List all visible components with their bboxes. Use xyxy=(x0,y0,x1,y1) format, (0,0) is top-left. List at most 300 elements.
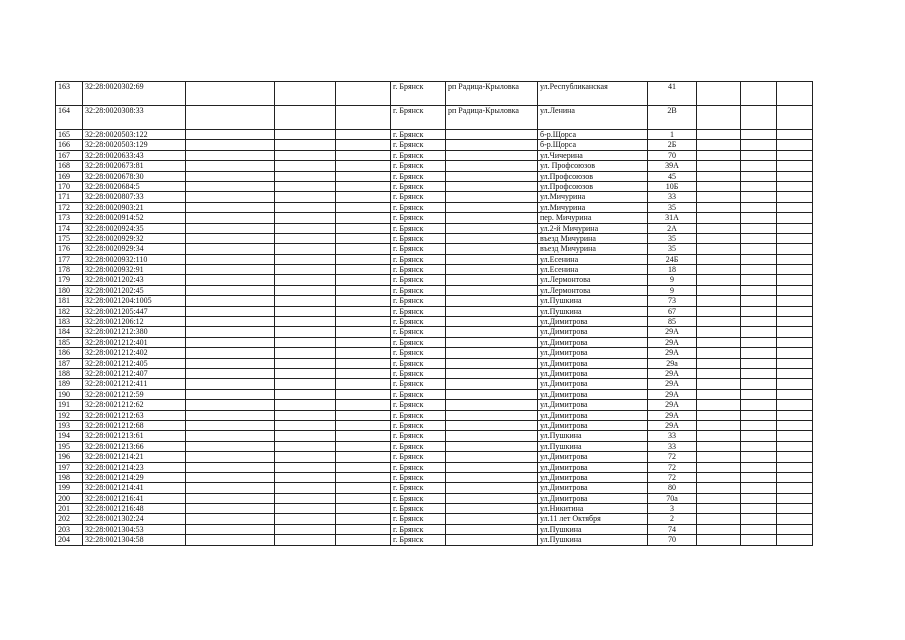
row-number: 164 xyxy=(56,106,83,130)
empty-cell xyxy=(186,233,275,243)
empty-cell xyxy=(697,306,741,316)
row-number: 197 xyxy=(56,462,83,472)
cadastral-number: 32:28:0020932:110 xyxy=(83,254,186,264)
empty-cell xyxy=(336,150,391,160)
empty-cell xyxy=(697,472,741,482)
empty-cell xyxy=(741,431,777,441)
cadastral-number: 32:28:0021212:411 xyxy=(83,379,186,389)
empty-cell xyxy=(275,420,336,430)
empty-cell xyxy=(336,306,391,316)
empty-cell xyxy=(777,389,813,399)
cadastral-number: 32:28:0021302:24 xyxy=(83,514,186,524)
table-row xyxy=(56,233,813,243)
district-cell xyxy=(446,524,538,534)
empty-cell xyxy=(186,202,275,212)
street-cell: пер. Мичурина xyxy=(538,213,648,223)
empty-cell xyxy=(697,337,741,347)
city-cell: г. Брянск xyxy=(391,244,446,254)
city-cell: г. Брянск xyxy=(391,140,446,150)
empty-cell xyxy=(777,514,813,524)
empty-cell xyxy=(741,337,777,347)
empty-cell xyxy=(697,389,741,399)
city-cell: г. Брянск xyxy=(391,275,446,285)
empty-cell xyxy=(741,379,777,389)
empty-cell xyxy=(336,472,391,482)
empty-cell xyxy=(186,140,275,150)
cadastral-number: 32:28:0021216:48 xyxy=(83,504,186,514)
empty-cell xyxy=(697,368,741,378)
cadastral-number: 32:28:0020503:122 xyxy=(83,130,186,140)
empty-cell xyxy=(275,514,336,524)
city-cell: г. Брянск xyxy=(391,317,446,327)
empty-cell xyxy=(741,389,777,399)
empty-cell xyxy=(697,192,741,202)
empty-cell xyxy=(741,254,777,264)
empty-cell xyxy=(186,483,275,493)
house-number: 45 xyxy=(648,171,697,181)
empty-cell xyxy=(186,379,275,389)
empty-cell xyxy=(777,275,813,285)
city-cell: г. Брянск xyxy=(391,296,446,306)
table-row xyxy=(56,400,813,410)
district-cell xyxy=(446,296,538,306)
row-number: 191 xyxy=(56,400,83,410)
empty-cell xyxy=(336,431,391,441)
empty-cell xyxy=(336,213,391,223)
table-row xyxy=(56,130,813,140)
district-cell xyxy=(446,317,538,327)
empty-cell xyxy=(186,493,275,503)
empty-cell xyxy=(697,150,741,160)
district-cell xyxy=(446,431,538,441)
empty-cell xyxy=(336,337,391,347)
row-number: 186 xyxy=(56,348,83,358)
table-row xyxy=(56,306,813,316)
district-cell: рп Радица-Крыловка xyxy=(446,106,538,130)
empty-cell xyxy=(186,337,275,347)
empty-cell xyxy=(275,358,336,368)
district-cell xyxy=(446,379,538,389)
empty-cell xyxy=(741,244,777,254)
empty-cell xyxy=(697,233,741,243)
empty-cell xyxy=(275,213,336,223)
cadastral-number: 32:28:0021212:59 xyxy=(83,389,186,399)
cadastral-number: 32:28:0020807:33 xyxy=(83,192,186,202)
row-number: 188 xyxy=(56,368,83,378)
street-cell: ул. Профсоюзов xyxy=(538,161,648,171)
city-cell: г. Брянск xyxy=(391,400,446,410)
empty-cell xyxy=(186,368,275,378)
district-cell xyxy=(446,285,538,295)
row-number: 174 xyxy=(56,223,83,233)
empty-cell xyxy=(186,254,275,264)
empty-cell xyxy=(777,171,813,181)
city-cell: г. Брянск xyxy=(391,161,446,171)
row-number: 173 xyxy=(56,213,83,223)
row-number: 198 xyxy=(56,472,83,482)
empty-cell xyxy=(275,223,336,233)
empty-cell xyxy=(275,306,336,316)
cadastral-number: 32:28:0021214:29 xyxy=(83,472,186,482)
table-row xyxy=(56,535,813,545)
empty-cell xyxy=(777,254,813,264)
district-cell xyxy=(446,337,538,347)
empty-cell xyxy=(741,171,777,181)
row-number: 184 xyxy=(56,327,83,337)
district-cell xyxy=(446,130,538,140)
empty-cell xyxy=(697,400,741,410)
house-number: 2 xyxy=(648,514,697,524)
empty-cell xyxy=(741,202,777,212)
empty-cell xyxy=(275,317,336,327)
house-number: 29А xyxy=(648,379,697,389)
empty-cell xyxy=(777,244,813,254)
city-cell: г. Брянск xyxy=(391,150,446,160)
table-row xyxy=(56,106,813,130)
empty-cell xyxy=(741,82,777,106)
district-cell xyxy=(446,161,538,171)
empty-cell xyxy=(275,504,336,514)
empty-cell xyxy=(186,275,275,285)
table-row xyxy=(56,514,813,524)
city-cell: г. Брянск xyxy=(391,82,446,106)
cadastral-number: 32:28:0020302:69 xyxy=(83,82,186,106)
row-number: 181 xyxy=(56,296,83,306)
street-cell: ул.Пушкина xyxy=(538,535,648,545)
cadastral-number: 32:28:0021212:62 xyxy=(83,400,186,410)
empty-cell xyxy=(186,213,275,223)
house-number: 33 xyxy=(648,441,697,451)
house-number: 33 xyxy=(648,192,697,202)
city-cell: г. Брянск xyxy=(391,441,446,451)
street-cell: ул.Димитрова xyxy=(538,452,648,462)
empty-cell xyxy=(186,327,275,337)
empty-cell xyxy=(777,202,813,212)
empty-cell xyxy=(741,296,777,306)
empty-cell xyxy=(275,348,336,358)
street-cell: ул.Димитрова xyxy=(538,483,648,493)
empty-cell xyxy=(336,389,391,399)
street-cell: ул.Димитрова xyxy=(538,389,648,399)
empty-cell xyxy=(697,130,741,140)
cadastral-number: 32:28:0020633:43 xyxy=(83,150,186,160)
empty-cell xyxy=(741,493,777,503)
empty-cell xyxy=(697,493,741,503)
empty-cell xyxy=(741,462,777,472)
empty-cell xyxy=(336,233,391,243)
house-number: 9 xyxy=(648,275,697,285)
table-row xyxy=(56,472,813,482)
empty-cell xyxy=(336,493,391,503)
empty-cell xyxy=(275,150,336,160)
house-number: 29А xyxy=(648,420,697,430)
empty-cell xyxy=(697,202,741,212)
district-cell xyxy=(446,275,538,285)
empty-cell xyxy=(336,202,391,212)
empty-cell xyxy=(741,285,777,295)
empty-cell xyxy=(741,472,777,482)
table-row xyxy=(56,82,813,106)
district-cell xyxy=(446,348,538,358)
house-number: 29а xyxy=(648,358,697,368)
row-number: 182 xyxy=(56,306,83,316)
empty-cell xyxy=(275,368,336,378)
district-cell xyxy=(446,514,538,524)
empty-cell xyxy=(777,348,813,358)
empty-cell xyxy=(741,223,777,233)
row-number: 185 xyxy=(56,337,83,347)
empty-cell xyxy=(741,524,777,534)
district-cell xyxy=(446,244,538,254)
city-cell: г. Брянск xyxy=(391,130,446,140)
street-cell: ул.Пушкина xyxy=(538,524,648,534)
empty-cell xyxy=(697,462,741,472)
house-number: 80 xyxy=(648,483,697,493)
empty-cell xyxy=(336,106,391,130)
empty-cell xyxy=(336,452,391,462)
empty-cell xyxy=(777,400,813,410)
empty-cell xyxy=(186,317,275,327)
empty-cell xyxy=(741,504,777,514)
empty-cell xyxy=(741,483,777,493)
house-number: 29А xyxy=(648,327,697,337)
row-number: 166 xyxy=(56,140,83,150)
cadastral-number: 32:28:0021212:407 xyxy=(83,368,186,378)
cadastral-number: 32:28:0021212:401 xyxy=(83,337,186,347)
city-cell: г. Брянск xyxy=(391,306,446,316)
empty-cell xyxy=(336,420,391,430)
empty-cell xyxy=(777,441,813,451)
empty-cell xyxy=(697,223,741,233)
row-number: 163 xyxy=(56,82,83,106)
district-cell: рп Радица-Крыловка xyxy=(446,82,538,106)
city-cell: г. Брянск xyxy=(391,452,446,462)
district-cell xyxy=(446,389,538,399)
house-number: 29А xyxy=(648,410,697,420)
city-cell: г. Брянск xyxy=(391,171,446,181)
empty-cell xyxy=(186,400,275,410)
empty-cell xyxy=(336,441,391,451)
table-row xyxy=(56,441,813,451)
district-cell xyxy=(446,472,538,482)
city-cell: г. Брянск xyxy=(391,358,446,368)
row-number: 170 xyxy=(56,181,83,191)
empty-cell xyxy=(186,106,275,130)
city-cell: г. Брянск xyxy=(391,514,446,524)
cadastral-number: 32:28:0021212:63 xyxy=(83,410,186,420)
empty-cell xyxy=(741,140,777,150)
empty-cell xyxy=(336,400,391,410)
row-number: 168 xyxy=(56,161,83,171)
empty-cell xyxy=(741,410,777,420)
cadastral-number: 32:28:0021212:380 xyxy=(83,327,186,337)
row-number: 177 xyxy=(56,254,83,264)
empty-cell xyxy=(777,368,813,378)
empty-cell xyxy=(336,368,391,378)
house-number: 29А xyxy=(648,400,697,410)
empty-cell xyxy=(777,327,813,337)
table-row xyxy=(56,524,813,534)
cadastral-number: 32:28:0020924:35 xyxy=(83,223,186,233)
empty-cell xyxy=(186,181,275,191)
street-cell: ул.Мичурина xyxy=(538,192,648,202)
row-number: 172 xyxy=(56,202,83,212)
empty-cell xyxy=(275,181,336,191)
empty-cell xyxy=(186,514,275,524)
empty-cell xyxy=(741,275,777,285)
empty-cell xyxy=(275,106,336,130)
register-table xyxy=(55,81,813,546)
house-number: 9 xyxy=(648,285,697,295)
street-cell: б-р.Щорса xyxy=(538,130,648,140)
empty-cell xyxy=(275,493,336,503)
empty-cell xyxy=(741,181,777,191)
empty-cell xyxy=(697,379,741,389)
street-cell: б-р.Щорса xyxy=(538,140,648,150)
city-cell: г. Брянск xyxy=(391,337,446,347)
empty-cell xyxy=(697,296,741,306)
empty-cell xyxy=(336,171,391,181)
empty-cell xyxy=(741,213,777,223)
empty-cell xyxy=(777,472,813,482)
empty-cell xyxy=(697,431,741,441)
street-cell: ул.Лермонтова xyxy=(538,285,648,295)
empty-cell xyxy=(777,296,813,306)
table-row xyxy=(56,327,813,337)
cadastral-number: 32:28:0021205:447 xyxy=(83,306,186,316)
house-number: 24Б xyxy=(648,254,697,264)
house-number: 29А xyxy=(648,348,697,358)
row-number: 199 xyxy=(56,483,83,493)
empty-cell xyxy=(741,106,777,130)
empty-cell xyxy=(186,223,275,233)
row-number: 189 xyxy=(56,379,83,389)
empty-cell xyxy=(336,379,391,389)
cadastral-number: 32:28:0020503:129 xyxy=(83,140,186,150)
empty-cell xyxy=(741,368,777,378)
district-cell xyxy=(446,368,538,378)
cadastral-number: 32:28:0020308:33 xyxy=(83,106,186,130)
street-cell: ул.Есенина xyxy=(538,254,648,264)
district-cell xyxy=(446,150,538,160)
empty-cell xyxy=(697,254,741,264)
house-number: 74 xyxy=(648,524,697,534)
district-cell xyxy=(446,535,538,545)
district-cell xyxy=(446,452,538,462)
table-row xyxy=(56,285,813,295)
empty-cell xyxy=(186,420,275,430)
district-cell xyxy=(446,223,538,233)
empty-cell xyxy=(186,306,275,316)
empty-cell xyxy=(186,472,275,482)
house-number: 35 xyxy=(648,244,697,254)
table-row xyxy=(56,317,813,327)
empty-cell xyxy=(186,82,275,106)
empty-cell xyxy=(336,244,391,254)
district-cell xyxy=(446,181,538,191)
street-cell: ул.Никитина xyxy=(538,504,648,514)
table-row xyxy=(56,181,813,191)
row-number: 183 xyxy=(56,317,83,327)
city-cell: г. Брянск xyxy=(391,348,446,358)
empty-cell xyxy=(275,431,336,441)
empty-cell xyxy=(777,483,813,493)
street-cell: ул.Чичерина xyxy=(538,150,648,160)
cadastral-number: 32:28:0021212:405 xyxy=(83,358,186,368)
house-number: 31А xyxy=(648,213,697,223)
city-cell: г. Брянск xyxy=(391,106,446,130)
row-number: 171 xyxy=(56,192,83,202)
street-cell: въезд Мичурина xyxy=(538,233,648,243)
table-row xyxy=(56,420,813,430)
empty-cell xyxy=(186,192,275,202)
empty-cell xyxy=(697,244,741,254)
empty-cell xyxy=(697,524,741,534)
empty-cell xyxy=(275,171,336,181)
city-cell: г. Брянск xyxy=(391,493,446,503)
table-row xyxy=(56,213,813,223)
empty-cell xyxy=(336,254,391,264)
row-number: 178 xyxy=(56,265,83,275)
empty-cell xyxy=(697,213,741,223)
table-row xyxy=(56,150,813,160)
empty-cell xyxy=(336,181,391,191)
table-row xyxy=(56,202,813,212)
cadastral-number: 32:28:0020903:21 xyxy=(83,202,186,212)
city-cell: г. Брянск xyxy=(391,504,446,514)
empty-cell xyxy=(186,130,275,140)
empty-cell xyxy=(186,348,275,358)
row-number: 187 xyxy=(56,358,83,368)
house-number: 85 xyxy=(648,317,697,327)
empty-cell xyxy=(275,524,336,534)
district-cell xyxy=(446,306,538,316)
empty-cell xyxy=(777,265,813,275)
empty-cell xyxy=(186,265,275,275)
empty-cell xyxy=(275,441,336,451)
table-row xyxy=(56,410,813,420)
district-cell xyxy=(446,462,538,472)
empty-cell xyxy=(697,410,741,420)
city-cell: г. Брянск xyxy=(391,285,446,295)
street-cell: ул.Профсоюзов xyxy=(538,171,648,181)
district-cell xyxy=(446,254,538,264)
empty-cell xyxy=(336,130,391,140)
empty-cell xyxy=(275,483,336,493)
empty-cell xyxy=(697,171,741,181)
table-row xyxy=(56,192,813,202)
row-number: 204 xyxy=(56,535,83,545)
house-number: 35 xyxy=(648,202,697,212)
empty-cell xyxy=(777,181,813,191)
row-number: 201 xyxy=(56,504,83,514)
empty-cell xyxy=(336,296,391,306)
street-cell: ул.Димитрова xyxy=(538,348,648,358)
empty-cell xyxy=(336,358,391,368)
empty-cell xyxy=(741,535,777,545)
empty-cell xyxy=(697,82,741,106)
table-row xyxy=(56,368,813,378)
row-number: 169 xyxy=(56,171,83,181)
row-number: 193 xyxy=(56,420,83,430)
empty-cell xyxy=(275,82,336,106)
empty-cell xyxy=(697,265,741,275)
empty-cell xyxy=(697,452,741,462)
empty-cell xyxy=(275,130,336,140)
empty-cell xyxy=(275,202,336,212)
district-cell xyxy=(446,265,538,275)
empty-cell xyxy=(336,140,391,150)
